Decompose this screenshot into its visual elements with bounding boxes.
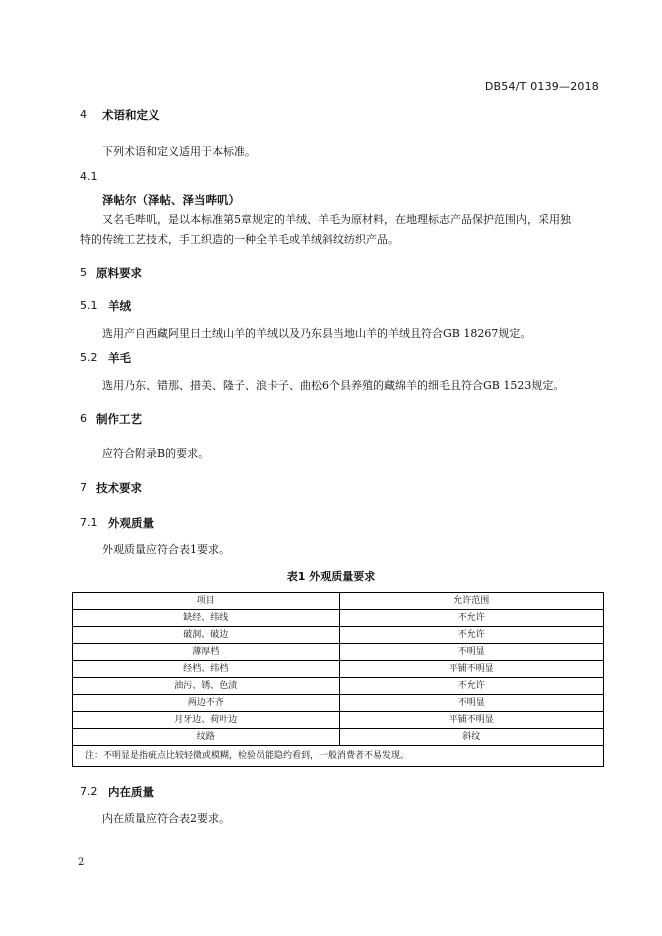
section-6-text: 应符合附录B的要求。	[102, 447, 210, 460]
table-1-caption: 表1 外观质量要求	[286, 570, 376, 583]
table-header-cell: 允许范围	[339, 593, 604, 610]
table-row	[73, 644, 604, 661]
table-note: 注：不明显是指疵点比较轻微或模糊，检验员能隐约看到，一般消费者不易发现。	[73, 746, 604, 767]
section-7-1-title: 外观质量	[108, 516, 154, 530]
table-cell: 月牙边、荷叶边	[73, 712, 340, 729]
table-row	[73, 610, 604, 627]
section-7-2-text: 内在质量应符合表2要求。	[102, 812, 230, 825]
appearance-quality-table	[72, 592, 604, 767]
table-cell: 不允许	[339, 627, 604, 644]
table-cell: 破洞、破边	[73, 627, 340, 644]
document-code: DB54/T 0139—2018	[484, 80, 599, 93]
table-cell: 缺经、纬线	[73, 610, 340, 627]
table-cell: 纹路	[73, 729, 340, 746]
section-7-1-text: 外观质量应符合表1要求。	[102, 543, 230, 556]
section-5-1-number: 5.1	[80, 299, 98, 312]
table-row	[73, 678, 604, 695]
section-7-2-number: 7.2	[80, 785, 98, 798]
table-row	[73, 729, 604, 746]
table-header-row	[73, 593, 604, 610]
section-5-1-text: 选用产自西藏阿里日土绒山羊的羊绒以及乃东县当地山羊的羊绒且符合GB 18267规定。	[102, 327, 532, 340]
term-definition-line-2: 特的传统工艺技术，手工织造的一种全羊毛或羊绒斜纹纺织产品。	[80, 233, 399, 246]
table-cell: 斜纹	[339, 729, 604, 746]
table-row	[73, 712, 604, 729]
section-4-number: 4	[80, 108, 87, 121]
table-cell: 两边不齐	[73, 695, 340, 712]
table-cell: 平铺不明显	[339, 661, 604, 678]
section-7-title: 技术要求	[96, 481, 142, 495]
table-cell: 平铺不明显	[339, 712, 604, 729]
section-4-1-number: 4.1	[80, 170, 98, 183]
table-row	[73, 661, 604, 678]
section-7-2-title: 内在质量	[108, 785, 154, 799]
table-note-row	[73, 746, 604, 767]
table-row	[73, 695, 604, 712]
page-number: 2	[78, 857, 85, 868]
section-4-title: 术语和定义	[102, 108, 160, 122]
term-title: 泽帖尔（泽帖、泽当哔叽）	[102, 193, 240, 207]
section-6-title: 制作工艺	[96, 412, 142, 426]
section-5-2-title: 羊毛	[108, 351, 131, 365]
term-definition-line-1: 又名毛哔叽，是以本标准第5章规定的羊绒、羊毛为原材料，在地理标志产品保护范围内，采用独	[102, 213, 571, 226]
section-5-2-number: 5.2	[80, 351, 98, 364]
table-cell: 经档、纬档	[73, 661, 340, 678]
table-row	[73, 627, 604, 644]
section-7-number: 7	[80, 481, 87, 494]
table-cell: 薄厚档	[73, 644, 340, 661]
section-4-intro: 下列术语和定义适用于本标准。	[102, 145, 256, 158]
table-cell: 不允许	[339, 610, 604, 627]
section-7-1-number: 7.1	[80, 516, 98, 529]
table-cell: 油污、锈、色渍	[73, 678, 340, 695]
section-6-number: 6	[80, 412, 87, 425]
section-5-number: 5	[80, 266, 87, 279]
table-cell: 不明显	[339, 695, 604, 712]
table-header-cell: 项目	[73, 593, 340, 610]
section-5-2-text: 选用乃东、错那、措美、隆子、浪卡子、曲松6个县养殖的藏绵羊的细毛且符合GB 1523规定。	[102, 379, 565, 392]
section-5-1-title: 羊绒	[108, 299, 131, 313]
table-cell: 不允许	[339, 678, 604, 695]
table-cell: 不明显	[339, 644, 604, 661]
section-5-title: 原料要求	[96, 266, 142, 280]
